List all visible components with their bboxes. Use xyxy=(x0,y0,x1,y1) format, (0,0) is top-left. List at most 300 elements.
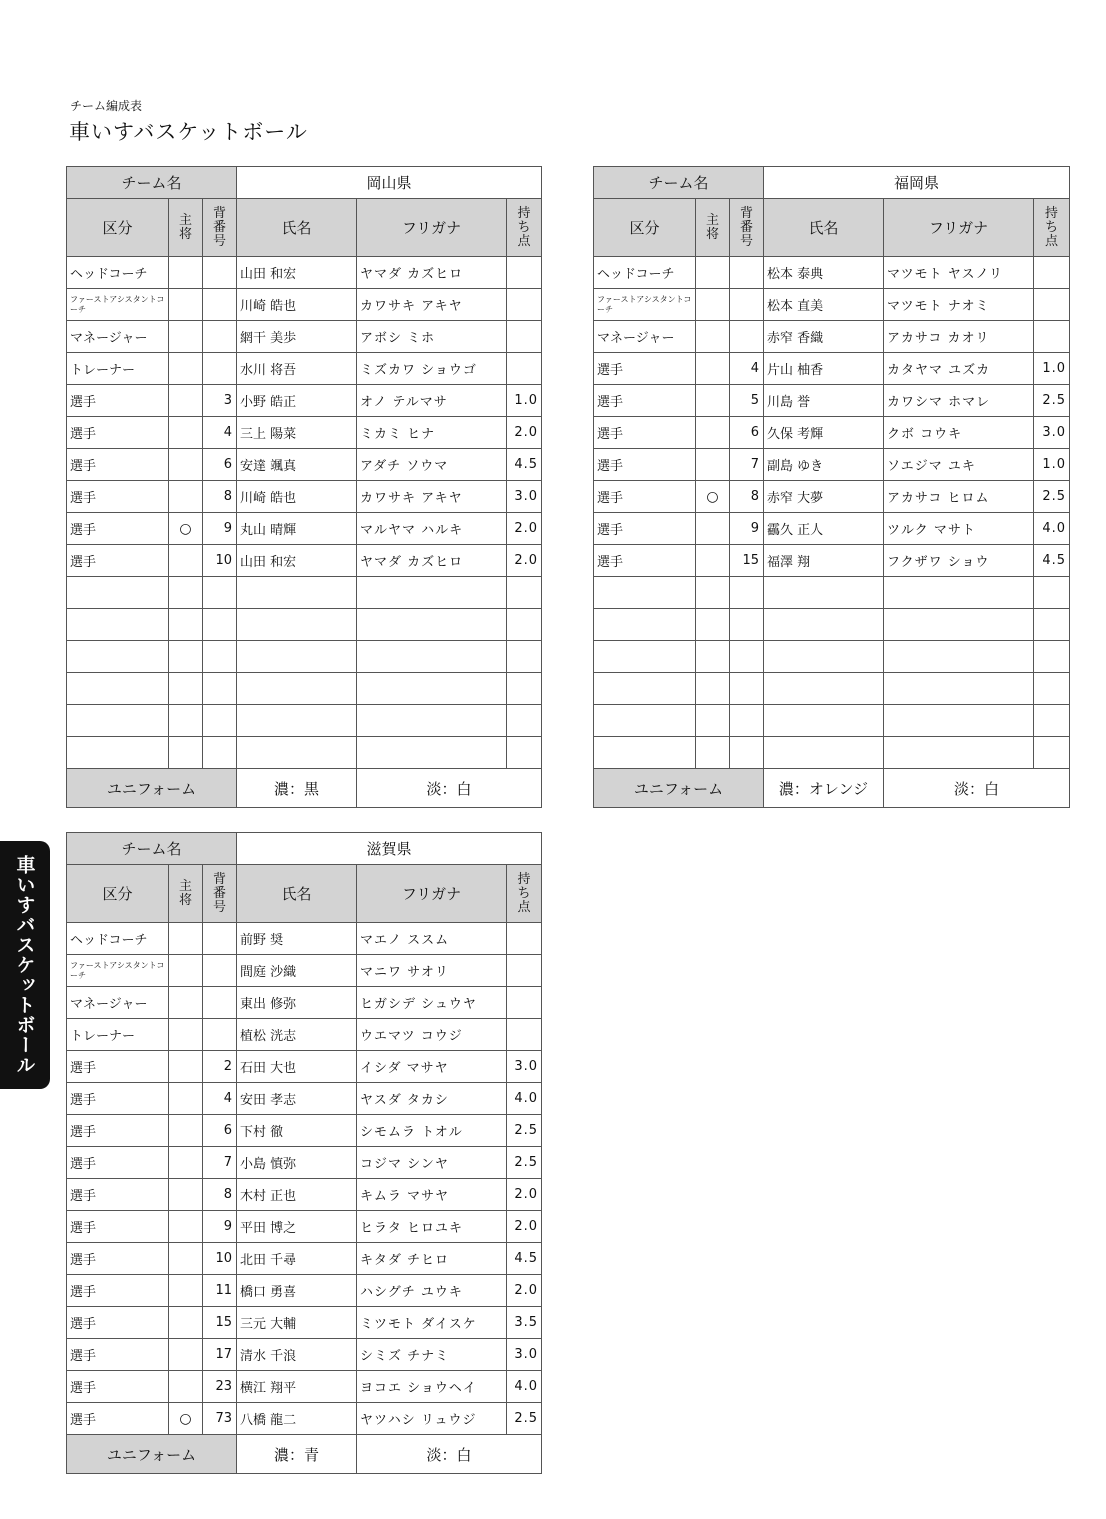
furigana-header: フリガナ xyxy=(357,865,507,923)
row-furigana: ウエマツ コウジ xyxy=(357,1019,507,1051)
row-number: 4 xyxy=(203,1083,237,1115)
empty-cell xyxy=(764,577,884,609)
captain-header: 主 将 xyxy=(169,199,203,257)
empty-row xyxy=(594,609,1070,641)
table-row xyxy=(67,417,542,449)
row-category: ヘッドコーチ xyxy=(67,923,169,955)
row-name: 山田 和宏 xyxy=(237,545,357,577)
row-number: 9 xyxy=(203,1211,237,1243)
row-category: 選手 xyxy=(67,1051,169,1083)
row-category: 選手 xyxy=(594,353,696,385)
row-furigana: シミズ チナミ xyxy=(357,1339,507,1371)
row-points xyxy=(507,1019,542,1051)
empty-cell xyxy=(594,737,696,769)
table-row xyxy=(594,417,1070,449)
empty-cell xyxy=(764,673,884,705)
row-furigana: マエノ ススム xyxy=(357,923,507,955)
team-name-label: チーム名 xyxy=(67,167,237,199)
table-row xyxy=(594,481,1070,513)
row-captain-mark: ○ xyxy=(696,481,730,513)
row-number: 4 xyxy=(730,353,764,385)
row-points: 3.0 xyxy=(1034,417,1070,449)
row-number xyxy=(730,257,764,289)
row-points: 4.5 xyxy=(1034,545,1070,577)
row-name: 松本 直美 xyxy=(764,289,884,321)
row-number xyxy=(203,1019,237,1051)
empty-row xyxy=(67,737,542,769)
empty-cell xyxy=(507,673,542,705)
row-furigana: ミツモト ダイスケ xyxy=(357,1307,507,1339)
uniform-row xyxy=(594,769,1070,808)
row-name: 下村 徹 xyxy=(237,1115,357,1147)
row-name: 丸山 晴輝 xyxy=(237,513,357,545)
row-points: 2.0 xyxy=(507,545,542,577)
empty-cell xyxy=(1034,705,1070,737)
empty-cell xyxy=(730,673,764,705)
row-category: 選手 xyxy=(594,545,696,577)
empty-cell xyxy=(357,737,507,769)
row-captain-mark xyxy=(169,1275,203,1307)
row-name: 間庭 沙織 xyxy=(237,955,357,987)
row-category: 選手 xyxy=(594,385,696,417)
points-header: 持 ち 点 xyxy=(507,865,542,923)
table-row xyxy=(67,321,542,353)
row-name: 川崎 皓也 xyxy=(237,289,357,321)
row-furigana: アダチ ソウマ xyxy=(357,449,507,481)
row-furigana: クボ コウキ xyxy=(884,417,1034,449)
empty-row xyxy=(67,577,542,609)
row-number: 10 xyxy=(203,545,237,577)
row-number: 17 xyxy=(203,1339,237,1371)
row-name: 三上 陽菜 xyxy=(237,417,357,449)
row-points xyxy=(507,257,542,289)
uniform-dark: 濃：黒 xyxy=(237,769,357,808)
empty-cell xyxy=(594,577,696,609)
row-furigana: ヒガシデ シュウヤ xyxy=(357,987,507,1019)
row-number: 4 xyxy=(203,417,237,449)
row-points: 2.0 xyxy=(507,1179,542,1211)
row-number: 7 xyxy=(730,449,764,481)
row-number xyxy=(203,353,237,385)
empty-cell xyxy=(507,705,542,737)
row-points: 4.0 xyxy=(507,1371,542,1403)
table-row xyxy=(67,289,542,321)
row-name: 横江 翔平 xyxy=(237,1371,357,1403)
empty-cell xyxy=(730,641,764,673)
row-category: ファーストアシスタントコーチ xyxy=(67,289,169,321)
table-row xyxy=(594,353,1070,385)
row-furigana: アボシ ミホ xyxy=(357,321,507,353)
row-points: 3.0 xyxy=(507,1339,542,1371)
empty-cell xyxy=(884,609,1034,641)
row-captain-mark xyxy=(169,1147,203,1179)
row-points xyxy=(507,987,542,1019)
row-number: 11 xyxy=(203,1275,237,1307)
table-row xyxy=(594,545,1070,577)
empty-cell xyxy=(237,577,357,609)
empty-cell xyxy=(764,641,884,673)
empty-row xyxy=(67,673,542,705)
row-points: 2.5 xyxy=(507,1115,542,1147)
row-furigana: ヒラタ ヒロユキ xyxy=(357,1211,507,1243)
document-subtitle: チーム編成表 xyxy=(70,99,143,113)
row-captain-mark xyxy=(169,385,203,417)
empty-cell xyxy=(594,705,696,737)
row-name: 久保 考輝 xyxy=(764,417,884,449)
row-points: 1.0 xyxy=(1034,353,1070,385)
furigana-header: フリガナ xyxy=(357,199,507,257)
team-name-row xyxy=(594,167,1070,199)
row-points: 3.0 xyxy=(507,1051,542,1083)
side-tab xyxy=(0,841,50,1089)
empty-cell xyxy=(169,705,203,737)
team-name-value: 岡山県 xyxy=(237,167,542,199)
row-number xyxy=(203,987,237,1019)
empty-row xyxy=(594,577,1070,609)
empty-cell xyxy=(357,641,507,673)
table-row xyxy=(594,321,1070,353)
table-row xyxy=(67,1243,542,1275)
row-furigana: ヤツハシ リュウジ xyxy=(357,1403,507,1435)
table-row xyxy=(67,449,542,481)
empty-cell xyxy=(507,609,542,641)
empty-cell xyxy=(884,673,1034,705)
empty-cell xyxy=(237,705,357,737)
row-name: 山田 和宏 xyxy=(237,257,357,289)
row-captain-mark xyxy=(169,449,203,481)
row-category: 選手 xyxy=(67,545,169,577)
row-captain-mark xyxy=(169,257,203,289)
table-row xyxy=(67,353,542,385)
row-furigana: カワサキ アキヤ xyxy=(357,481,507,513)
row-captain-mark xyxy=(696,257,730,289)
category-header: 区分 xyxy=(67,199,169,257)
row-name: 清水 千浪 xyxy=(237,1339,357,1371)
row-furigana: ミカミ ヒナ xyxy=(357,417,507,449)
empty-row xyxy=(594,737,1070,769)
table-row xyxy=(67,1147,542,1179)
empty-cell xyxy=(884,641,1034,673)
table-row xyxy=(67,1019,542,1051)
row-category: ファーストアシスタントコーチ xyxy=(67,955,169,987)
empty-cell xyxy=(696,577,730,609)
number-header: 背 番 号 xyxy=(203,865,237,923)
row-number xyxy=(203,289,237,321)
row-furigana: カタヤマ ユズカ xyxy=(884,353,1034,385)
empty-row xyxy=(594,705,1070,737)
table-row xyxy=(67,1275,542,1307)
captain-header: 主 将 xyxy=(169,865,203,923)
row-furigana: コジマ シンヤ xyxy=(357,1147,507,1179)
empty-cell xyxy=(1034,737,1070,769)
empty-cell xyxy=(203,609,237,641)
empty-cell xyxy=(594,641,696,673)
uniform-label: ユニフォーム xyxy=(67,1435,237,1474)
empty-cell xyxy=(67,577,169,609)
table-row xyxy=(67,513,542,545)
row-category: トレーナー xyxy=(67,353,169,385)
row-number: 8 xyxy=(203,481,237,513)
row-name: 松本 泰典 xyxy=(764,257,884,289)
empty-cell xyxy=(730,577,764,609)
empty-cell xyxy=(169,609,203,641)
row-category: 選手 xyxy=(67,449,169,481)
row-name: 川島 誉 xyxy=(764,385,884,417)
table-row xyxy=(67,545,542,577)
table-row xyxy=(67,1115,542,1147)
row-points: 2.5 xyxy=(1034,385,1070,417)
empty-cell xyxy=(696,705,730,737)
row-number: 7 xyxy=(203,1147,237,1179)
empty-cell xyxy=(594,673,696,705)
team-name-value: 福岡県 xyxy=(764,167,1070,199)
row-furigana: ハシグチ ユウキ xyxy=(357,1275,507,1307)
row-number xyxy=(730,321,764,353)
table-row xyxy=(67,481,542,513)
empty-row xyxy=(594,673,1070,705)
empty-cell xyxy=(67,737,169,769)
row-number: 9 xyxy=(203,513,237,545)
row-captain-mark xyxy=(696,513,730,545)
row-name: 植松 洸志 xyxy=(237,1019,357,1051)
empty-cell xyxy=(730,609,764,641)
row-furigana: アカサコ カオリ xyxy=(884,321,1034,353)
row-name: 安達 颯真 xyxy=(237,449,357,481)
empty-cell xyxy=(203,737,237,769)
row-number xyxy=(203,955,237,987)
row-furigana: ソエジマ ユキ xyxy=(884,449,1034,481)
row-category: 選手 xyxy=(67,481,169,513)
row-name: 八橋 龍二 xyxy=(237,1403,357,1435)
row-number: 6 xyxy=(730,417,764,449)
row-furigana: ヤスダ タカシ xyxy=(357,1083,507,1115)
row-points: 4.5 xyxy=(507,1243,542,1275)
table-row xyxy=(594,513,1070,545)
row-captain-mark xyxy=(169,1371,203,1403)
empty-cell xyxy=(357,577,507,609)
empty-cell xyxy=(1034,609,1070,641)
row-number: 3 xyxy=(203,385,237,417)
row-captain-mark xyxy=(169,1307,203,1339)
row-category: 選手 xyxy=(67,1179,169,1211)
row-captain-mark xyxy=(169,1115,203,1147)
row-points: 1.0 xyxy=(1034,449,1070,481)
row-points: 2.0 xyxy=(507,1211,542,1243)
row-points: 2.5 xyxy=(1034,481,1070,513)
row-captain-mark xyxy=(696,353,730,385)
table-row xyxy=(67,1371,542,1403)
row-category: 選手 xyxy=(67,1307,169,1339)
table-row xyxy=(67,987,542,1019)
row-number: 5 xyxy=(730,385,764,417)
row-furigana: イシダ マサヤ xyxy=(357,1051,507,1083)
name-header: 氏名 xyxy=(237,199,357,257)
row-category: ファーストアシスタントコーチ xyxy=(594,289,696,321)
row-points: 1.0 xyxy=(507,385,542,417)
row-category: 選手 xyxy=(67,1339,169,1371)
row-name: 福澤 翔 xyxy=(764,545,884,577)
row-category: 選手 xyxy=(67,385,169,417)
row-captain-mark xyxy=(696,385,730,417)
table-row xyxy=(67,955,542,987)
row-captain-mark xyxy=(169,321,203,353)
table-row xyxy=(67,1339,542,1371)
row-number: 6 xyxy=(203,449,237,481)
empty-cell xyxy=(203,673,237,705)
empty-cell xyxy=(1034,673,1070,705)
empty-cell xyxy=(169,641,203,673)
row-category: 選手 xyxy=(594,417,696,449)
row-captain-mark xyxy=(169,1051,203,1083)
empty-cell xyxy=(169,737,203,769)
empty-cell xyxy=(357,609,507,641)
row-captain-mark xyxy=(696,417,730,449)
row-name: 川崎 皓也 xyxy=(237,481,357,513)
row-points: 2.0 xyxy=(507,513,542,545)
row-number: 73 xyxy=(203,1403,237,1435)
row-furigana: マルヤマ ハルキ xyxy=(357,513,507,545)
team-name-row xyxy=(67,833,542,865)
empty-cell xyxy=(764,737,884,769)
row-points: 3.0 xyxy=(507,481,542,513)
table-row xyxy=(67,385,542,417)
row-category: 選手 xyxy=(67,1083,169,1115)
empty-cell xyxy=(764,705,884,737)
row-captain-mark xyxy=(169,545,203,577)
row-number: 15 xyxy=(730,545,764,577)
row-furigana: ヤマダ カズヒロ xyxy=(357,257,507,289)
empty-cell xyxy=(696,609,730,641)
row-number xyxy=(203,923,237,955)
table-row xyxy=(67,1307,542,1339)
row-captain-mark xyxy=(696,289,730,321)
table-row xyxy=(67,257,542,289)
row-points: 4.0 xyxy=(507,1083,542,1115)
team-table-okayama xyxy=(66,166,542,808)
row-number xyxy=(203,321,237,353)
row-category: 選手 xyxy=(67,1147,169,1179)
row-name: 小野 皓正 xyxy=(237,385,357,417)
row-points xyxy=(507,955,542,987)
number-header: 背 番 号 xyxy=(203,199,237,257)
number-header: 背 番 号 xyxy=(730,199,764,257)
empty-row xyxy=(67,641,542,673)
row-captain-mark: ○ xyxy=(169,513,203,545)
row-number: 8 xyxy=(730,481,764,513)
points-header: 持 ち 点 xyxy=(507,199,542,257)
empty-cell xyxy=(67,673,169,705)
row-name: 赤窄 大夢 xyxy=(764,481,884,513)
row-points: 4.0 xyxy=(1034,513,1070,545)
row-points: 4.5 xyxy=(507,449,542,481)
row-captain-mark xyxy=(169,417,203,449)
uniform-light: 淡：白 xyxy=(884,769,1070,808)
uniform-row xyxy=(67,769,542,808)
row-captain-mark xyxy=(169,987,203,1019)
row-points xyxy=(1034,321,1070,353)
table-row xyxy=(594,257,1070,289)
team-name-row xyxy=(67,167,542,199)
empty-cell xyxy=(730,737,764,769)
table-row xyxy=(594,449,1070,481)
row-name: 平田 博之 xyxy=(237,1211,357,1243)
empty-cell xyxy=(696,641,730,673)
row-furigana: マニワ サオリ xyxy=(357,955,507,987)
row-captain-mark xyxy=(169,353,203,385)
table-row xyxy=(67,1083,542,1115)
row-points: 3.5 xyxy=(507,1307,542,1339)
row-furigana: カワサキ アキヤ xyxy=(357,289,507,321)
empty-cell xyxy=(203,705,237,737)
row-furigana: ヤマダ カズヒロ xyxy=(357,545,507,577)
name-header: 氏名 xyxy=(764,199,884,257)
row-captain-mark xyxy=(696,545,730,577)
points-header: 持 ち 点 xyxy=(1034,199,1070,257)
row-furigana: キムラ マサヤ xyxy=(357,1179,507,1211)
row-category: 選手 xyxy=(67,1275,169,1307)
empty-cell xyxy=(1034,641,1070,673)
row-name: 石田 大也 xyxy=(237,1051,357,1083)
empty-cell xyxy=(169,577,203,609)
row-number: 10 xyxy=(203,1243,237,1275)
captain-header: 主 将 xyxy=(696,199,730,257)
uniform-dark: 濃：オレンジ xyxy=(764,769,884,808)
empty-cell xyxy=(507,641,542,673)
row-captain-mark xyxy=(169,1243,203,1275)
empty-cell xyxy=(237,673,357,705)
row-points xyxy=(507,923,542,955)
category-header: 区分 xyxy=(594,199,696,257)
row-furigana: マツモト ナオミ xyxy=(884,289,1034,321)
empty-cell xyxy=(884,705,1034,737)
row-furigana: ツルク マサト xyxy=(884,513,1034,545)
table-row xyxy=(67,923,542,955)
row-furigana: ヨコエ ショウヘイ xyxy=(357,1371,507,1403)
name-header: 氏名 xyxy=(237,865,357,923)
empty-cell xyxy=(237,737,357,769)
uniform-dark: 濃：青 xyxy=(237,1435,357,1474)
row-name: 片山 柚香 xyxy=(764,353,884,385)
row-category: ヘッドコーチ xyxy=(594,257,696,289)
empty-cell xyxy=(357,705,507,737)
empty-cell xyxy=(696,737,730,769)
row-category: トレーナー xyxy=(67,1019,169,1051)
empty-cell xyxy=(696,673,730,705)
furigana-header: フリガナ xyxy=(884,199,1034,257)
row-points: 2.5 xyxy=(507,1403,542,1435)
empty-cell xyxy=(730,705,764,737)
row-captain-mark xyxy=(696,449,730,481)
row-captain-mark xyxy=(169,289,203,321)
team-name-label: チーム名 xyxy=(67,833,237,865)
row-captain-mark xyxy=(169,1019,203,1051)
row-points xyxy=(1034,257,1070,289)
row-category: 選手 xyxy=(67,1243,169,1275)
table-row xyxy=(594,385,1070,417)
row-name: 木村 正也 xyxy=(237,1179,357,1211)
empty-row xyxy=(594,641,1070,673)
uniform-label: ユニフォーム xyxy=(67,769,237,808)
row-name: 前野 奨 xyxy=(237,923,357,955)
uniform-light: 淡：白 xyxy=(357,769,542,808)
table-row xyxy=(67,1403,542,1435)
empty-cell xyxy=(507,737,542,769)
empty-cell xyxy=(764,609,884,641)
row-points xyxy=(507,321,542,353)
row-captain-mark xyxy=(169,1339,203,1371)
row-furigana: ミズカワ ショウゴ xyxy=(357,353,507,385)
row-category: 選手 xyxy=(594,481,696,513)
